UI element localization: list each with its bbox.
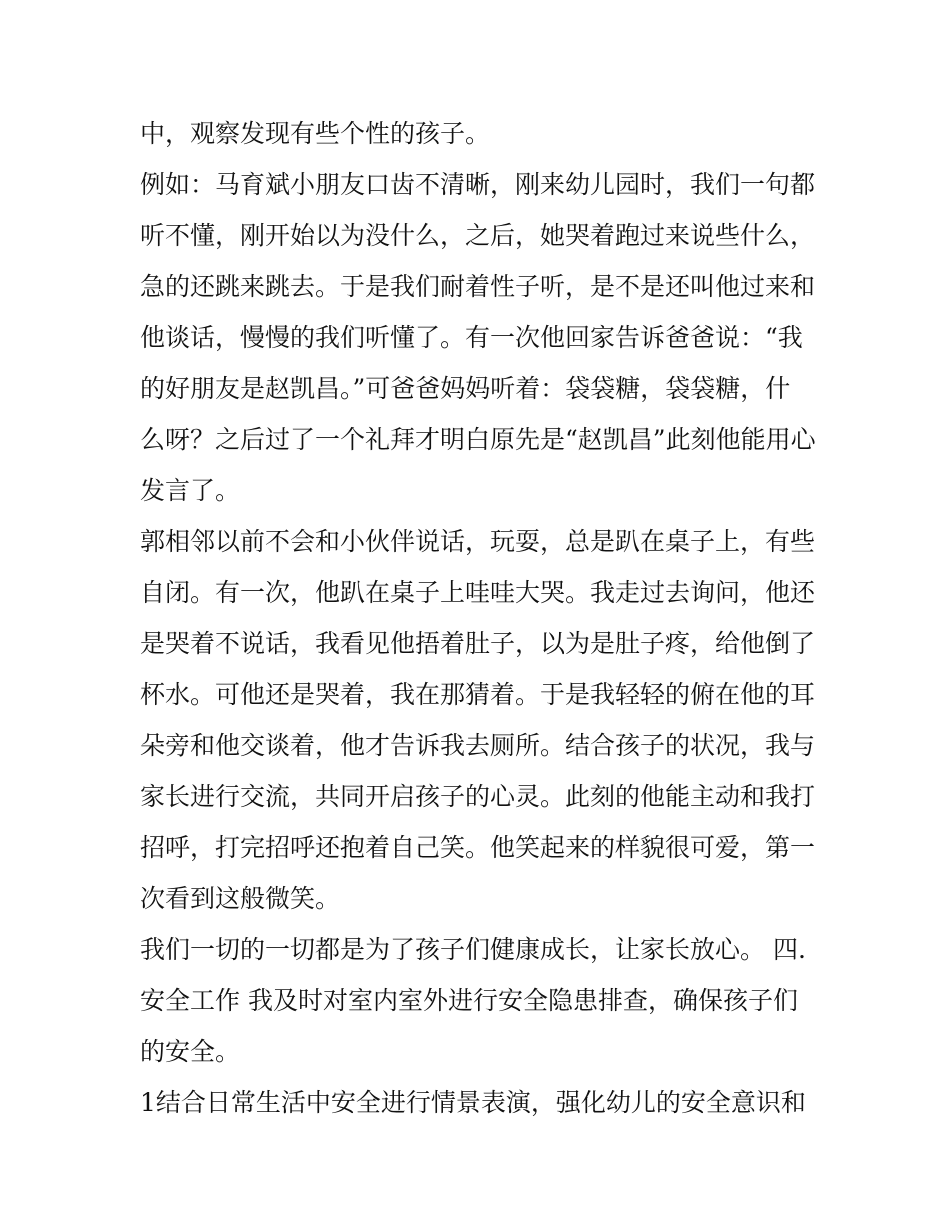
text-line: 的安全。 bbox=[140, 1037, 241, 1066]
text-line: 朵旁和他交谈着，他才告诉我去厕所。结合孩子的状况，我与 bbox=[140, 731, 816, 760]
text-line: 例如：马育斌小朋友口齿不清晰，刚来幼儿园时，我们一句都 bbox=[140, 170, 816, 199]
text-line: 急的还跳来跳去。于是我们耐着性子听，是不是还叫他过来和 bbox=[140, 272, 816, 301]
text-line: 他谈话，慢慢的我们听懂了。有一次他回家告诉爸爸说：“我 bbox=[140, 323, 803, 352]
document-body bbox=[140, 108, 820, 1128]
text-line: 杯水。可他还是哭着，我在那猜着。于是我轻轻的俯在他的耳 bbox=[140, 680, 816, 709]
text-line: 自闭。有一次，他趴在桌子上哇哇大哭。我走过去询问，他还 bbox=[140, 578, 816, 607]
text-line: 安全工作 我及时对室内室外进行安全隐患排查，确保孩子们 bbox=[140, 986, 798, 1015]
text-line: 是哭着不说话，我看见他捂着肚子，以为是肚子疼，给他倒了 bbox=[140, 629, 816, 658]
text-line: 我们一切的一切都是为了孩子们健康成长，让家长放心。 四. bbox=[140, 935, 806, 964]
text-line: 郭相邻以前不会和小伙伴说话，玩耍，总是趴在桌子上，有些 bbox=[140, 527, 816, 556]
text-line: 发言了。 bbox=[140, 476, 241, 505]
text-line: 么呀？之后过了一个礼拜才明白原先是“赵凯昌”此刻他能用心 bbox=[140, 425, 816, 454]
text-line: 1结合日常生活中安全进行情景表演，强化幼儿的安全意识和 bbox=[140, 1088, 806, 1117]
text-line: 家长进行交流，共同开启孩子的心灵。此刻的他能主动和我打 bbox=[140, 782, 816, 811]
text-line: 次看到这般微笑。 bbox=[140, 884, 341, 913]
text-line: 的好朋友是赵凯昌。”可爸爸妈妈听着：袋袋糖，袋袋糖，什 bbox=[140, 374, 791, 403]
text-line: 招呼，打完招呼还抱着自己笑。他笑起来的样貌很可爱，第一 bbox=[140, 833, 816, 862]
text-line: 听不懂，刚开始以为没什么，之后，她哭着跑过来说些什么， bbox=[140, 221, 816, 250]
text-line: 中，观察发现有些个性的孩子。 bbox=[140, 119, 491, 148]
